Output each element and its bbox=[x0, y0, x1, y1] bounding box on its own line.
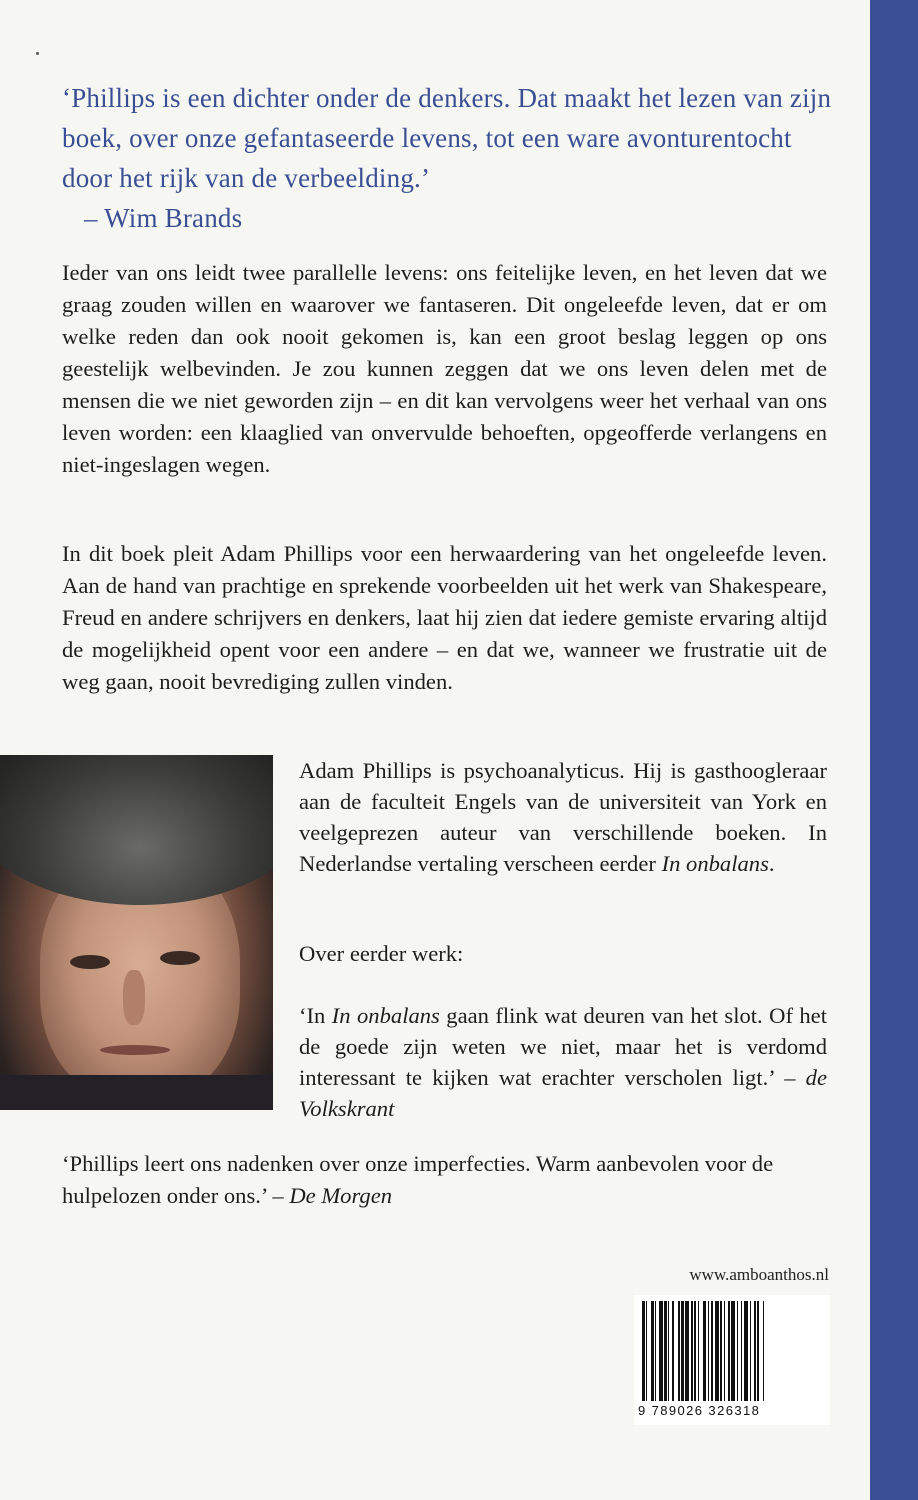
volkskrant-quote bbox=[299, 1000, 827, 1124]
author-photo bbox=[0, 755, 273, 1110]
volkskrant-open: ‘In bbox=[299, 1003, 332, 1028]
earlier-work-label: Over eerder werk: bbox=[299, 941, 464, 966]
author-bio bbox=[299, 755, 827, 879]
barcode-gap bbox=[764, 1301, 767, 1401]
author-eye-right bbox=[160, 951, 200, 965]
isbn-barcode bbox=[634, 1295, 830, 1425]
bio-text: Adam Phillips is psychoanalyticus. Hij is gasthoogleraar aan de faculteit Engels van de universiteit van York en veelgeprezen auteur van verschillende boeken. In Nederlandse vertaling verscheen eerder bbox=[299, 758, 827, 876]
author-eye-left bbox=[70, 955, 110, 969]
bio-book-title: In onbalans bbox=[661, 851, 769, 876]
top-review-quote bbox=[62, 78, 832, 238]
barcode-bars bbox=[642, 1301, 824, 1401]
volkskrant-text: gaan flink wat deuren van het slot. Of het de goede zijn weten we niet, maar het is verdomd interessant te kijken wat erachter verscholen ligt.’ – bbox=[299, 1003, 827, 1090]
bio-end: . bbox=[768, 851, 775, 876]
volkskrant-source: de Volkskrant bbox=[299, 1065, 827, 1121]
volkskrant-book-title: In onbalans bbox=[331, 1003, 440, 1028]
morgen-text: ‘Phillips leert ons nadenken over onze imperfecties. Warm aanbevolen voor de hulpelozen onder ons.’ – bbox=[62, 1151, 774, 1208]
morgen-source: De Morgen bbox=[289, 1183, 393, 1208]
publisher-website: www.amboanthos.nl bbox=[689, 1265, 829, 1284]
author-nose bbox=[123, 970, 145, 1025]
print-speck bbox=[36, 52, 39, 55]
morgen-quote bbox=[62, 1148, 827, 1212]
top-quote-text: ‘Phillips is een dichter onder de denkers. Dat maakt het lezen van zijn boek, over onze gefantaseerde levens, tot een ware avonturentocht door het rijk van de verbeelding.’ bbox=[62, 83, 832, 193]
description-paragraph-2: In dit boek pleit Adam Phillips voor een herwaardering van het ongeleefde leven. Aan de hand van prachtige en sprekende voorbeelden uit het werk van Shakespeare, Freud en andere schrijvers en denkers, laat hij zien dat iedere gemiste ervaring altijd de mogelijkheid opent voor een andere – en dat we, wanneer we frustratie uit de weg gaan, nooit bevrediging zullen vinden. bbox=[62, 541, 827, 694]
top-quote-attribution: – Wim Brands bbox=[84, 203, 243, 233]
isbn-digits: 9 789026 326318 bbox=[638, 1403, 761, 1418]
author-shirt bbox=[0, 1075, 273, 1110]
author-hair bbox=[0, 755, 273, 905]
description-paragraph-1: Ieder van ons leidt twee parallelle levens: ons feitelijke leven, en het leven dat we graag zouden willen en waarover we fantaseren. Dit ongeleefde leven, dat er om welke reden dan ook nooit gekomen is, kan een groot beslag leggen op ons geestelijk welbevinden. Je zou kunnen zeggen dat we ons leven delen met de mensen die we niet geworden zijn – en dit kan vervolgens weer het verhaal van ons leven worden: een klaaglied van onvervulde behoeften, opgeofferde verlangens en niet-ingeslagen wegen. bbox=[62, 260, 827, 477]
author-mouth bbox=[100, 1045, 170, 1055]
